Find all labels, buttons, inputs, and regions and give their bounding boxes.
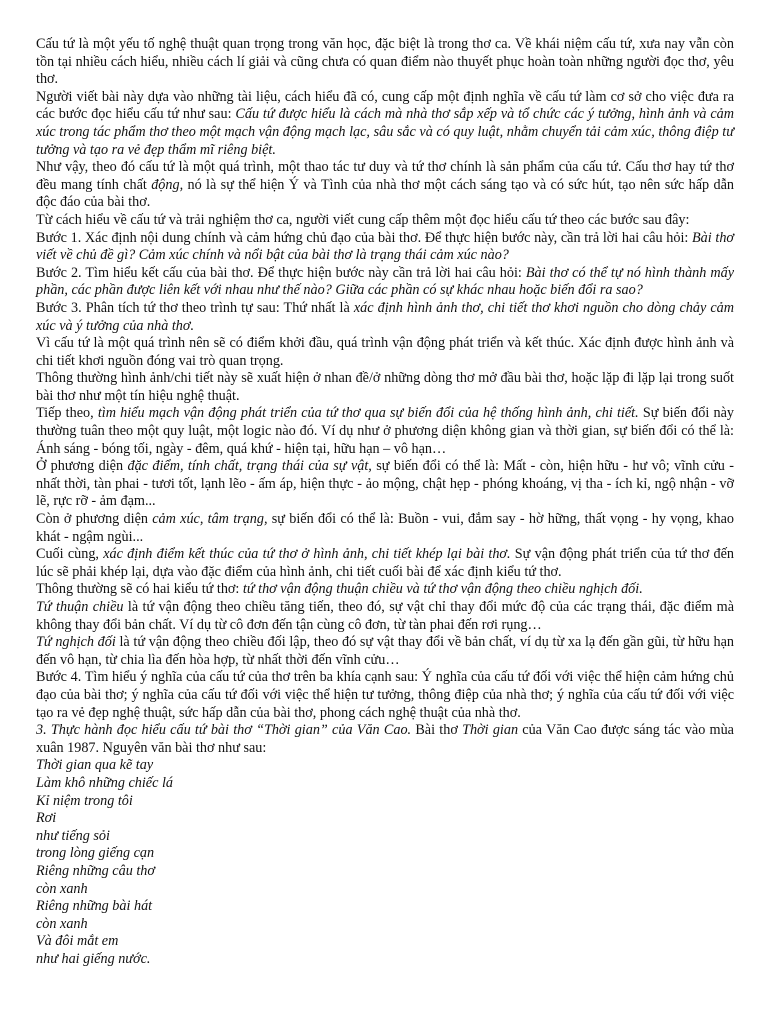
step-1-questions: Bài thơ viết về chủ đề gì? Cảm xúc chính và nổi bật của bài thơ là trạng thái cảm xúc nào? (36, 229, 734, 264)
poem-title-ref: Thời gian (462, 722, 519, 739)
emotions-italic: cảm xúc, tâm trạng, (152, 511, 268, 528)
process-text-c: nó là sự thể hiện Ý và Tình của nhà thơ một cách sáng tạo và có sức hút, tạo nên sức hấp dẫn độc đáo của bài thơ. (36, 176, 734, 211)
poem-line-text: còn xanh (36, 915, 88, 932)
poem-line (36, 933, 734, 951)
opposite-type-term: Tứ nghịch đối (36, 634, 116, 651)
characteristics-text-c: sự biến đổi có thể là: Mất - còn, hiện hữu - hư vô; vĩnh cửu - nhất thời, tàn phai - tươi tốt, lạnh lẽo - ấm áp, hiện thực - ảo mộng, chật hẹp - phóng khoáng, vị tha - ích kỉ, ngộ nhận - vỡ lẽ, rực rỡ - ảm đạm... (36, 458, 735, 510)
poem-line (36, 898, 734, 916)
poem-line-text: Riêng những bài hát (36, 898, 153, 915)
paragraph-ending (36, 546, 734, 581)
paragraph-practice (36, 722, 734, 757)
emotions-text-c: sự biến đổi có thể là: Buồn - vui, đắm say - hờ hững, thất vọng - hy vọng, khao khát - ngậm ngùi... (36, 511, 734, 545)
paragraph-step-4: Bước 4. Tìm hiểu ý nghĩa của cấu tứ của thơ trên ba khía cạnh sau: Ý nghĩa của cấu tứ đối với việc thể hiện cảm hứng chủ đạo của bài thơ; ý nghĩa của cấu tứ đối với việc thể hiện tư tưởng, thông điệp của nhà thơ; ý nghĩa của cấu tứ đối với việc tạo ra vẻ đẹp nghệ thuật, sức hấp dẫn của bài thơ, phong cách nghệ thuật của nhà thơ. (36, 669, 734, 721)
opposite-type-text: là tứ vận động theo chiều đối lập, theo đó sự vật thay đổi về bản chất, ví dụ từ xa lạ đến gần gũi, từ hữu hạn đến vô hạn, từ chia lìa đến hòa hợp, từ nhất thời đến vĩnh cửu… (36, 634, 734, 668)
paragraph-intro: Cấu tứ là một yếu tố nghệ thuật quan trọng trong văn học, đặc biệt là trong thơ ca. Về khái niệm cấu tứ, xưa nay vẫn còn tồn tại nhiều cách hiểu, nhiều cách lí giải và cũng chưa có quan điểm nào thuyết phục hoàn toàn những người đọc thơ, yêu thơ. (36, 36, 734, 88)
development-text-c: Sự biến đổi này thường tuân theo một quy luật, một logic nào đó. Ví dụ như ở phương diện không gian và thời gian, sự biến đổi có thể là: Ánh sáng - bóng tối, ngày - đêm, quá khứ - hiện tại, hữu hạn – vô hạn… (36, 405, 734, 457)
poem-line (36, 775, 734, 793)
step-2-questions: Bài thơ có thể tự nó hình thành mấy phần, các phần được liên kết với nhau như thế nào? Giữa các phần có sự khác nhau hoặc biến đổi ra sao? (36, 264, 734, 299)
two-types-text: Thông thường sẽ có hai kiểu tứ thơ: (36, 581, 243, 598)
forward-type-term: Tứ thuận chiều (36, 599, 124, 615)
development-italic: tìm hiểu mạch vận động phát triển của tứ thơ qua sự biến đổi của hệ thống hình ảnh, chi tiết. (97, 405, 639, 422)
practice-text-d: của Văn Cao được sáng tác vào mùa xuân 1987. Nguyên văn bài thơ như sau: (36, 722, 734, 756)
characteristics-italic: đặc điểm, tính chất, trạng thái của sự vật, (127, 458, 372, 475)
ending-text-c: Sự vận động phát triển của tứ thơ đến lúc sẽ phải khép lại, dựa vào đặc điểm của hình ảnh, chi tiết cuối bài để xác định kiểu tứ thơ. (36, 546, 734, 580)
two-types-italic: tứ thơ vận động thuận chiều và tứ thơ vận động theo chiều nghịch đối. (242, 581, 643, 598)
document-page (36, 36, 734, 968)
paragraph-emotions (36, 511, 734, 546)
poem-line-text: Riêng những câu thơ (36, 862, 155, 879)
poem-line-text: Rơi (36, 810, 57, 827)
poem-line (36, 793, 734, 811)
poem-line-text: Làm khô những chiếc lá (36, 774, 173, 791)
paragraph-characteristics (36, 458, 734, 511)
poem-line-text: như tiếng sỏi (36, 827, 110, 844)
paragraph-two-types (36, 581, 734, 599)
poem-line-text: còn xanh (36, 880, 88, 897)
paragraph-step-1 (36, 230, 734, 265)
paragraph-definition (36, 89, 734, 159)
paragraph-process (36, 159, 734, 212)
process-italic: động, (151, 176, 184, 193)
poem-line (36, 828, 734, 846)
poem-line-text: Kỉ niệm trong tôi (36, 792, 133, 809)
practice-heading: 3. Thực hành đọc hiểu cấu tứ bài thơ “Thời gian” của Văn Cao. (36, 722, 412, 739)
definition-italic: Cấu tứ được hiểu là cách mà nhà thơ sắp xếp và tổ chức các ý tưởng, hình ảnh và cảm xúc trong tác phẩm thơ theo một mạch vận động mạch lạc, sâu sắc và có quy luật, nhằm chuyển tải cảm xúc, thông điệp tư tưởng và tạo ra vẻ đẹp thẩm mĩ riêng biệt. (36, 106, 734, 158)
emotions-text-a: Còn ở phương diện (36, 511, 153, 528)
practice-text-b: Bài thơ (411, 722, 463, 739)
characteristics-text-a: Ở phương diện (36, 458, 128, 475)
paragraph-step-2 (36, 265, 734, 300)
poem-line (36, 951, 734, 969)
definition-lead: Người viết bài này dựa vào những tài liệu, cách hiểu đã có, cung cấp một định nghĩa về cấu tứ làm cơ sở cho việc đưa ra các bước đọc hiểu cấu tứ như sau: (36, 88, 734, 123)
paragraph-starting-point: Vì cấu tứ là một quá trình nên sẽ có điểm khởi đầu, quá trình vận động phát triển và kết thúc. Xác định được hình ảnh và chi tiết khơi nguồn đóng vai trò quan trọng. (36, 335, 734, 369)
poem-line (36, 863, 734, 881)
poem-line-text: Và đôi mắt em (36, 933, 119, 950)
poem-line (36, 845, 734, 863)
ending-italic: xác định điểm kết thúc của tứ thơ ở hình ảnh, chi tiết khép lại bài thơ. (103, 546, 511, 563)
forward-type-text: là tứ vận động theo chiều tăng tiến, theo đó, sự vật chỉ thay đổi mức độ của các trạng thái, đặc điểm mà không thay đổi bản chất. Ví dụ từ cô đơn đến tận cùng cô đơn, từ tàn phai đến rơi rụng… (36, 599, 735, 633)
paragraph-step-3 (36, 300, 734, 335)
poem-line-text: trong lòng giếng cạn (36, 845, 155, 862)
development-text-a: Tiếp theo, (36, 405, 98, 422)
poem-line-text: như hai giếng nước. (36, 950, 151, 967)
paragraph-forward-type (36, 599, 734, 634)
poem-line (36, 881, 734, 899)
ending-text-a: Cuối cùng, (36, 546, 104, 563)
paragraph-development (36, 405, 734, 458)
step-1-text: Bước 1. Xác định nội dung chính và cảm hứng chủ đạo của bài thơ. Để thực hiện bước này, cần trả lời hai câu hỏi: (36, 229, 693, 246)
poem (36, 757, 734, 968)
poem-line-text: Thời gian qua kẽ tay (36, 757, 154, 774)
poem-line (36, 916, 734, 934)
poem-line (36, 757, 734, 775)
step-3-text: Bước 3. Phân tích tứ thơ theo trình tự sau: Thứ nhất là (36, 299, 354, 316)
step-3-italic: xác định hình ảnh thơ, chi tiết thơ khơi nguồn cho dòng chảy cảm xúc và ý tưởng của nhà thơ. (36, 299, 734, 334)
paragraph-steps-intro: Từ cách hiểu về cấu tứ và trải nghiệm thơ ca, người viết cung cấp thêm một đọc hiểu cấu tứ theo các bước sau đây: (36, 211, 690, 228)
process-text-a: Như vậy, theo đó cấu tứ là một quá trình, một thao tác tư duy và tứ thơ chính là sản phẩm của cấu tứ. Cấu thơ hay tứ thơ đều mang tính chất (36, 159, 734, 193)
poem-line (36, 810, 734, 828)
paragraph-opposite-type (36, 634, 734, 669)
paragraph-signal: Thông thường hình ảnh/chi tiết này sẽ xuất hiện ở nhan đề/ở những dòng thơ mở đầu bài thơ, hoặc lặp đi lặp lại trong suốt bài thơ như một tín hiệu nghệ thuật. (36, 370, 734, 404)
step-2-text: Bước 2. Tìm hiểu kết cấu của bài thơ. Để thực hiện bước này cần trả lời hai câu hỏi: (36, 264, 526, 281)
